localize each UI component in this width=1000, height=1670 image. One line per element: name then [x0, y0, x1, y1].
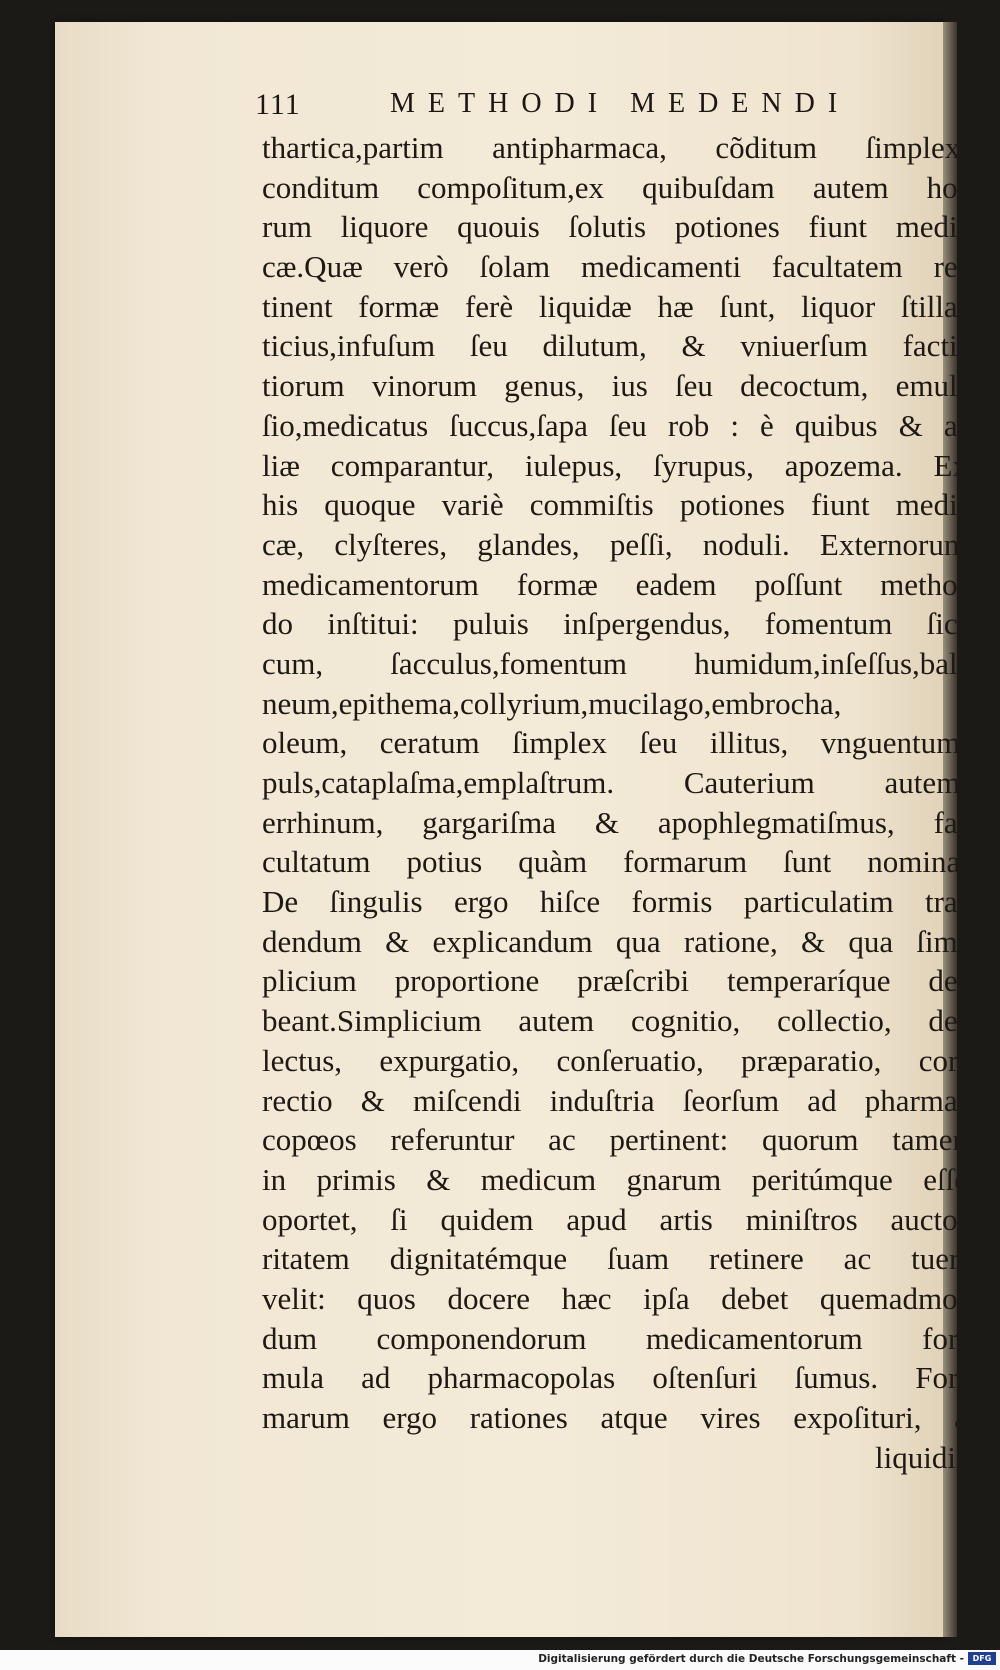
text-line: rum liquore quouis ſolutis potiones fiunt medi- [262, 209, 968, 245]
digitization-credit: Digitalisierung gefördert durch die Deutsche Forschungsgemeinschaft - [538, 1653, 964, 1665]
catchword: liquidis [874, 1439, 968, 1475]
text-line: oportet, ſi quidem apud artis miniſtros aucto- [262, 1201, 968, 1237]
text-line: cæ.Quæ verò ſolam medicamenti facultatem re- [262, 249, 968, 285]
text-line: liæ comparantur, iulepus, ſyrupus, apozema. Ex [262, 447, 968, 483]
text-line: dum componendorum medicamentorum for- [262, 1320, 968, 1356]
text-line: tinent formæ ferè liquidæ hæ ſunt, liquor ſtilla- [262, 288, 968, 324]
text-line: neum,epithema,collyrium,mucilago,embrocha, [262, 685, 842, 721]
text-line: plicium proportione præſcribi temperaríque de- [262, 963, 968, 999]
text-line: ritatem dignitatémque ſuam retinere ac tueri [262, 1241, 968, 1277]
text-line: mula ad pharmacopolas oſtenſuri ſumus. For- [262, 1360, 968, 1396]
body-text [262, 128, 968, 1477]
text-line: dendum & explicandum qua ratione, & qua ſim- [262, 923, 968, 959]
running-title: METHODI MEDENDI [390, 88, 851, 119]
text-line: errhinum, gargariſma & apophlegmatiſmus, fa- [262, 804, 968, 840]
text-line: his quoque variè commiſtis potiones fiunt medi- [262, 487, 968, 523]
text-line: conditum compoſitum,ex quibuſdam autem ho- [262, 169, 968, 205]
dfg-logo-icon: DFG [968, 1652, 996, 1665]
text-line: marum ergo rationes atque vires expoſituri, à [262, 1400, 968, 1435]
text-line: rectio & miſcendi induſtria ſeorſum ad pharma- [262, 1082, 968, 1118]
text-line: De ſingulis ergo hiſce formis particulatim tra- [262, 884, 968, 920]
text-line: do inſtitui: puluis inſpergendus, fomentum ſic- [262, 606, 968, 642]
text-line: ſio,medicatus ſuccus,ſapa ſeu rob : è quibus & a- [262, 407, 968, 443]
text-line: copœos referuntur ac pertinent: quorum tamen [262, 1122, 968, 1158]
text-line: in primis & medicum gnarum peritúmque eſſe [262, 1161, 968, 1197]
text-line: cultatum potius quàm formarum ſunt nomina. [262, 844, 968, 880]
running-head [255, 88, 875, 128]
text-line: velit: quos docere hæc ipſa debet quemadmo- [262, 1280, 968, 1316]
text-line: lectus, expurgatio, conſeruatio, præparatio, cor- [262, 1042, 968, 1078]
page-number: 111 [255, 88, 301, 121]
text-line: beant.Simplicium autem cognitio, collectio, de- [262, 1003, 968, 1039]
text-line: tiorum vinorum genus, ius ſeu decoctum, emul- [262, 368, 968, 404]
text-line: ticius,infuſum ſeu dilutum, & vniuerſum facti- [262, 328, 968, 364]
text-line: cæ, clyſteres, glandes, peſſi, noduli. Externorum [262, 526, 968, 562]
text-line: cum, ſacculus,fomentum humidum,inſeſſus,bal- [262, 645, 968, 681]
text-line: medicamentorum formæ eadem poſſunt metho- [262, 566, 968, 602]
text-line: thartica,partim antipharmaca, cõditum ſimplex, [262, 130, 968, 165]
text-line: oleum, ceratum ſimplex ſeu illitus, vnguentum, [262, 725, 968, 761]
text-line: puls,cataplaſma,emplaſtrum. Cauterium autem, [262, 765, 968, 800]
